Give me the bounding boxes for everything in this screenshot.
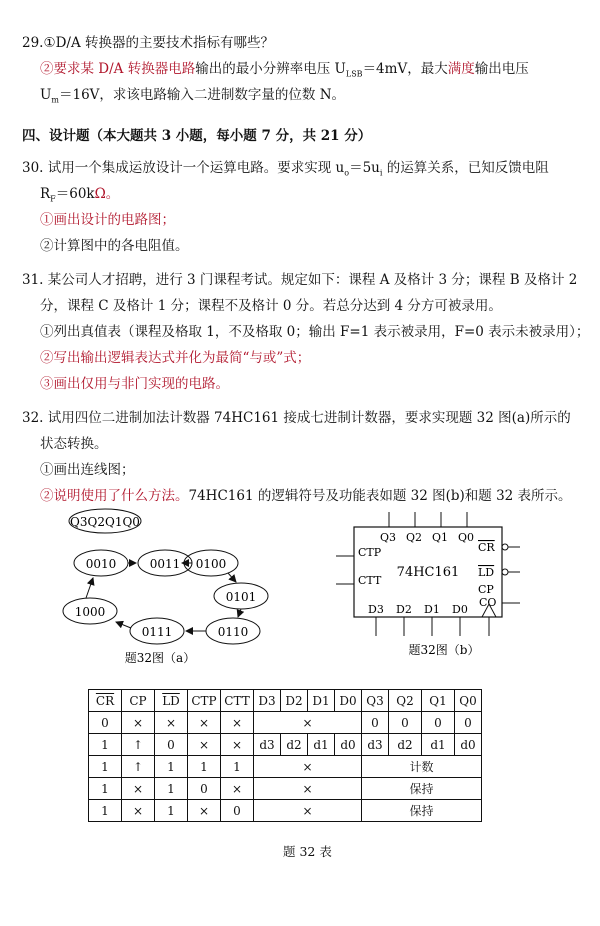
header-cell: Q2 <box>389 690 422 712</box>
table-cell: × <box>254 800 362 822</box>
state-label: 0111 <box>141 625 173 639</box>
table-cell: 保持 <box>362 800 482 822</box>
table-row <box>89 712 482 734</box>
transition-arrow <box>228 573 236 582</box>
state-label: 0011 <box>149 557 181 571</box>
state-node-0010 <box>74 550 128 576</box>
transition-arrow <box>116 622 131 628</box>
table-cell: d2 <box>281 734 308 756</box>
clock-triangle <box>482 604 496 617</box>
q30-line1: 30. 试用一个集成运放设计一个运算电路。要求实现 $u_o=5u_i$ 的运算关系，已知反馈电阻 <box>22 160 549 178</box>
q30-line2: $R_F=60k\Omega$。 <box>40 186 120 204</box>
pin-d3: D3 <box>368 603 384 616</box>
pin-ctp: CTP <box>358 546 382 559</box>
table-cell: 1 <box>221 756 254 778</box>
table-row <box>89 800 482 822</box>
pin-ld: LD <box>478 566 495 579</box>
table-cell: × <box>122 712 155 734</box>
table-cell: 1 <box>155 778 188 800</box>
pin-co: CO <box>479 596 497 609</box>
state-label: 0100 <box>195 557 227 571</box>
q29-part2-line1: ②要求某 D/A 转换器电路输出的最小分辨率电压 $U_{LSB}=4mV$，最大满度输出电压 <box>40 61 529 79</box>
pin-q2: Q2 <box>406 531 423 544</box>
state-node-0101 <box>214 583 268 609</box>
table-cell: 0 <box>389 712 422 734</box>
table-cell: d0 <box>455 734 482 756</box>
table-caption: 题 32 表 <box>283 844 332 859</box>
state-node-0110 <box>206 618 260 644</box>
header-cell: Q1 <box>422 690 455 712</box>
table-cell: ↑ <box>122 734 155 756</box>
q32-line2: 状态转换。 <box>40 436 108 452</box>
header-cell: D1 <box>308 690 335 712</box>
table-cell: 0 <box>89 712 122 734</box>
q30-sub2: ②计算图中的各电阻值。 <box>40 238 189 254</box>
header-cell: Q0 <box>455 690 482 712</box>
function-table <box>88 689 482 822</box>
pin-ld-bubble <box>502 569 508 575</box>
table-cell: d2 <box>389 734 422 756</box>
transition-arrow <box>238 609 241 617</box>
table-cell: × <box>188 712 221 734</box>
table-cell: 0 <box>455 712 482 734</box>
pin-d2: D2 <box>396 603 412 616</box>
q31-line1: 31. 某公司人才招聘，进行 3 门课程考试。规定如下：课程 A 及格计 3 分；课程 B 及格计 2 <box>22 272 578 288</box>
pin-cr-bubble <box>502 544 508 550</box>
table-cell: d3 <box>362 734 389 756</box>
table-cell: × <box>221 712 254 734</box>
table-cell: × <box>254 756 362 778</box>
header-cell: CP <box>122 690 155 712</box>
table-header-row <box>89 690 482 712</box>
table-cell: × <box>254 712 362 734</box>
state-node-1000 <box>63 598 117 624</box>
q31-sub2: ②写出输出逻辑表达式并化为最简“与或”式； <box>40 350 311 366</box>
fig-b-caption: 题32图（b） <box>408 643 480 657</box>
table-row <box>89 756 482 778</box>
table-cell: 1 <box>89 800 122 822</box>
table-cell: d0 <box>335 734 362 756</box>
pin-cr: CR <box>478 541 495 554</box>
q31-sub1: ①列出真值表（课程及格取 1，不及格取 0；输出 F=1 表示被录用，F=0 表示未被录用）； <box>40 324 590 340</box>
pin-ctt: CTT <box>358 574 382 587</box>
table-cell: 保持 <box>362 778 482 800</box>
section-title: 四、设计题（本大题共 3 小题，每小题 7 分，共 21 分） <box>22 128 372 144</box>
fig-a-caption: 题32图（a） <box>124 651 196 665</box>
table-cell: d1 <box>308 734 335 756</box>
q31-sub3: ③画出仅用与非门实现的电路。 <box>40 376 229 392</box>
header-cell: Q3 <box>362 690 389 712</box>
chip-name: 74HC161 <box>396 565 460 580</box>
state-label: 0010 <box>85 557 117 571</box>
table-cell: ↑ <box>122 756 155 778</box>
top-pin-lines <box>389 512 467 527</box>
table-cell: 1 <box>155 756 188 778</box>
table-cell: d3 <box>254 734 281 756</box>
table-cell: 1 <box>89 778 122 800</box>
table-cell: 计数 <box>362 756 482 778</box>
table-cell: × <box>122 778 155 800</box>
table-cell: × <box>221 778 254 800</box>
table-cell: × <box>188 800 221 822</box>
pin-q1: Q1 <box>432 531 449 544</box>
transition-arrow <box>86 578 93 598</box>
q32-sub2: ②说明使用了什么方法。74HC161 的逻辑符号及功能表如题 32 图(b)和题 32 表所示。 <box>40 488 572 504</box>
table-cell: × <box>122 800 155 822</box>
table-cell: 1 <box>155 800 188 822</box>
header-cell: $\overline{CR}$ <box>89 690 122 712</box>
table-cell: 0 <box>155 734 188 756</box>
q32-sub1: ①画出连线图； <box>40 462 135 478</box>
state-header-label: Q3Q2Q1Q0 <box>70 515 140 529</box>
table-cell: 0 <box>188 778 221 800</box>
state-label: 0101 <box>225 590 257 604</box>
table-cell: 1 <box>188 756 221 778</box>
header-cell: D0 <box>335 690 362 712</box>
pin-d1: D1 <box>424 603 440 616</box>
state-label: 1000 <box>74 605 106 619</box>
state-header-ellipse <box>69 509 141 533</box>
q29-part2-line2: $U_m=16V$，求该电路输入二进制数字量的位数 N。 <box>40 87 346 105</box>
state-node-0111 <box>130 618 184 644</box>
table-cell: 0 <box>362 712 389 734</box>
table-cell: 0 <box>422 712 455 734</box>
pin-q0: Q0 <box>458 531 475 544</box>
table-cell: 1 <box>89 756 122 778</box>
q30-sub1: ①画出设计的电路图； <box>40 212 175 228</box>
q31-line2: 分，课程 C 及格计 1 分；课程不及格计 0 分。若总分达到 4 分方可被录用。 <box>40 298 502 314</box>
q32-line1: 32. 试用四位二进制加法计数器 74HC161 接成七进制计数器，要求实现题 32 图(a)所示的 <box>22 410 571 426</box>
pin-q3: Q3 <box>380 531 397 544</box>
table-cell: 1 <box>89 734 122 756</box>
table-cell: × <box>221 734 254 756</box>
table-cell: × <box>188 734 221 756</box>
table-cell: × <box>254 778 362 800</box>
header-cell: $\overline{LD}$ <box>155 690 188 712</box>
table-cell: d1 <box>422 734 455 756</box>
header-cell: D2 <box>281 690 308 712</box>
state-label: 0110 <box>217 625 249 639</box>
header-cell: CTT <box>221 690 254 712</box>
header-cell: D3 <box>254 690 281 712</box>
state-node-0100 <box>184 550 238 576</box>
pin-cp: CP <box>478 583 494 596</box>
header-cell: CTP <box>188 690 221 712</box>
state-node-0011 <box>138 550 192 576</box>
table-cell: 0 <box>221 800 254 822</box>
table-row <box>89 734 482 756</box>
q29-title: 29.①D/A 转换器的主要技术指标有哪些？ <box>22 35 274 51</box>
pin-d0: D0 <box>452 603 468 616</box>
table-row <box>89 778 482 800</box>
chip-body <box>354 527 502 617</box>
table-cell: × <box>155 712 188 734</box>
bottom-pin-lines <box>376 617 460 636</box>
